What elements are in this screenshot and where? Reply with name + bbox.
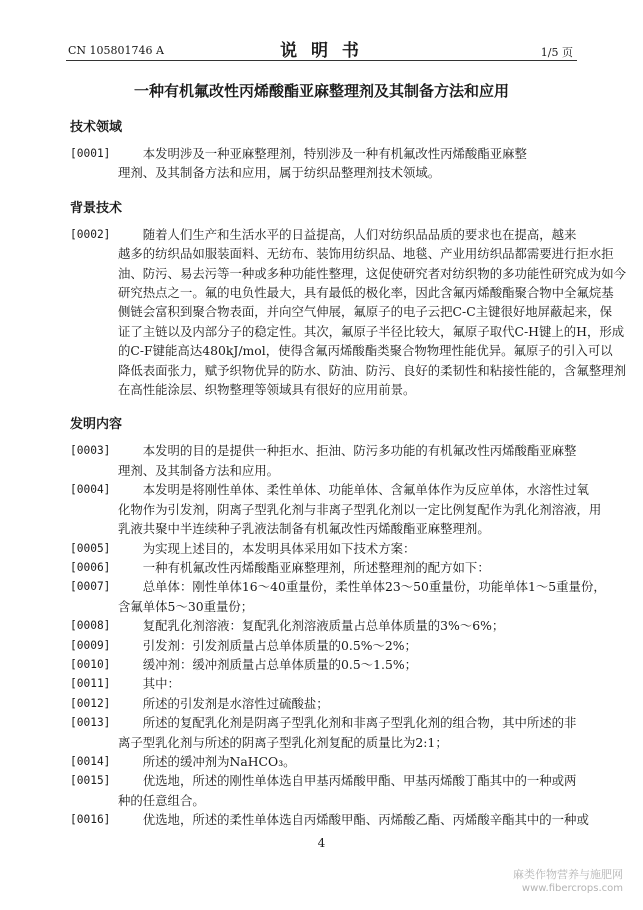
text-line: 离子型乳化剂与所述的阴离子型乳化剂复配的质量比为2:1；: [118, 734, 448, 750]
paragraph-text: [118, 539, 580, 558]
paragraph-text: [118, 558, 580, 577]
paragraph-text: [118, 694, 580, 713]
text-line: 总单体：刚性单体16～40重量份，柔性单体23～50重量份，功能单体1～5重量份，: [118, 579, 606, 595]
text-line: 研究热点之一。氟的电负性最大，具有最低的极化率，因此含氟丙烯酸酯聚合物中全氟烷基: [118, 285, 614, 301]
watermark-text: 麻类作物营养与施肥网: [513, 868, 623, 881]
text-line: 优选地，所述的柔性单体选自丙烯酸甲酯、丙烯酸乙酯、丙烯酸辛酯其中的一种或: [118, 812, 589, 828]
text-line: 复配乳化剂溶液：复配乳化剂溶液质量占总单体质量的3%～6%；: [118, 618, 505, 634]
paragraph-number: [0016]: [70, 813, 111, 827]
text-line: 随着人们生产和生活水平的日益提高，人们对纺织品品质的要求也在提高，越来: [118, 226, 577, 242]
paragraph-number: [0005]: [70, 541, 111, 555]
paragraph-text: [118, 810, 589, 829]
paragraph-text: [118, 144, 580, 183]
paragraph: [70, 144, 580, 183]
paragraph-number: [0006]: [70, 560, 111, 574]
document-title: 一种有机氟改性丙烯酸酯亚麻整理剂及其制备方法和应用: [133, 82, 509, 100]
text-line: 理剂、及其制备方法和应用，属于纺织品整理剂技术领域。: [118, 165, 441, 181]
paragraph-text: [118, 577, 606, 616]
text-line: 在高性能涂层、织物整理等领域具有很好的应用前景。: [118, 382, 416, 398]
paragraph: [70, 713, 580, 752]
text-line: 含氟单体5～30重量份；: [118, 598, 254, 614]
paragraph-number: [0011]: [70, 677, 111, 691]
paragraph: [70, 577, 606, 616]
paragraph-number: [0012]: [70, 696, 111, 710]
text-line: 本发明的目的是提供一种拒水、拒油、防污多功能的有机氟改性丙烯酸酯亚麻整: [118, 443, 577, 459]
paragraph-text: [118, 674, 580, 693]
paragraph: [70, 674, 580, 693]
paragraph-number: [0002]: [70, 227, 111, 241]
watermark-url: www.fibercrops.com: [521, 883, 623, 894]
paragraph: [70, 752, 580, 771]
document-body: [70, 118, 627, 830]
paragraph-number: [0007]: [70, 580, 111, 594]
paragraph: [70, 225, 627, 400]
paragraph-number: [0015]: [70, 774, 111, 788]
text-line: 为实现上述目的，本发明具体采用如下技术方案：: [118, 540, 416, 556]
paragraph: [70, 558, 580, 577]
paragraph-text: [118, 655, 580, 674]
text-line: 引发剂：引发剂质量占总单体质量的0.5%～2%；: [118, 637, 417, 653]
patent-number: CN 105801746 A: [68, 44, 164, 57]
text-line: 缓冲剂：缓冲剂质量占总单体质量的0.5～1.5%；: [118, 656, 417, 672]
paragraph-text: [118, 713, 580, 752]
text-line: 理剂、及其制备方法和应用。: [118, 462, 280, 478]
text-line: 本发明是将刚性单体、柔性单体、功能单体、含氟单体作为反应单体，水溶性过氧: [118, 482, 589, 498]
paragraph-number: [0014]: [70, 754, 111, 768]
paragraph-text: [118, 752, 580, 771]
paragraph: [70, 694, 580, 713]
paragraph: [70, 480, 602, 538]
paragraph-number: [0003]: [70, 444, 111, 458]
text-line: 一种有机氟改性丙烯酸酯亚麻整理剂，所述整理剂的配方如下：: [118, 559, 490, 575]
paragraph-text: [118, 480, 601, 538]
paragraph-number: [0001]: [70, 147, 111, 160]
text-line: 化物作为引发剂，阴离子型乳化剂与非离子型乳化剂以一定比例复配作为乳化剂溶液，用: [118, 501, 602, 517]
page-number: 4: [317, 836, 326, 850]
paragraph: [70, 771, 580, 810]
paragraph-text: [118, 225, 626, 400]
text-line: 侧链会富积到聚合物表面，并向空气伸展，氟原子的电子云把C-C主键很好地屏蔽起来，保: [118, 304, 612, 320]
document-type: 说 明 书: [280, 41, 363, 61]
section-gap: [70, 183, 580, 199]
paragraph: [70, 441, 580, 480]
paragraph-number: [0008]: [70, 619, 111, 633]
paragraph-number: [0013]: [70, 716, 111, 730]
paragraph-text: [118, 616, 580, 635]
text-line: 所述的复配乳化剂是阴离子型乳化剂和非离子型乳化剂的组合物，其中所述的非: [118, 715, 577, 731]
text-line: 其中：: [118, 676, 180, 692]
text-line: 优选地，所述的刚性单体选自甲基丙烯酸甲酯、甲基丙烯酸丁酯其中的一种或两: [118, 773, 577, 789]
section-heading: 发明内容: [70, 417, 123, 433]
paragraph: [70, 655, 580, 674]
text-line: 乳液共聚中半连续种子乳液法制备有机氟改性丙烯酸酯亚麻整理剂。: [118, 521, 490, 537]
text-line: 本发明涉及一种亚麻整理剂，特别涉及一种有机氟改性丙烯酸酯亚麻整: [118, 146, 527, 161]
paragraph: [70, 616, 580, 635]
section-gap: [70, 399, 580, 415]
paragraph: [70, 810, 589, 829]
text-line: 的C-F键能高达480kJ/mol，使得含氟丙烯酸酯类聚合物物理性能优异。氟原子的引入可以: [118, 343, 613, 359]
page-header: [0, 0, 643, 62]
text-line: 越多的纺织品如服装面料、无纺布、装饰用纺织品、地毯、产业用纺织品都需要进行拒水拒: [118, 246, 614, 262]
paragraph-text: [118, 771, 580, 810]
section-heading: 技术领域: [70, 120, 123, 135]
text-line: 所述的缓冲剂为NaHCO₃。: [118, 753, 296, 769]
watermark: [513, 868, 623, 896]
page-indicator: 1/5 页: [540, 46, 573, 59]
paragraph: [70, 539, 580, 558]
paragraph-number: [0010]: [70, 657, 111, 671]
paragraph-number: [0009]: [70, 638, 111, 652]
text-line: 所述的引发剂是水溶性过硫酸盐；: [118, 695, 329, 711]
text-line: 证了主链以及内部分子的稳定性。其次，氟原子半径比较大，氟原子取代C-H键上的H，形成: [118, 323, 625, 339]
text-line: 降低表面张力，赋予织物优异的防水、防油、防污、良好的柔韧性和粘接性能的，含氟整理剂: [118, 362, 627, 378]
paragraph: [70, 636, 580, 655]
paragraph-text: [118, 441, 580, 480]
text-line: 种的任意组合。: [118, 792, 205, 808]
paragraph-number: [0004]: [70, 483, 111, 497]
paragraph-text: [118, 636, 580, 655]
header-divider: [66, 60, 577, 61]
section-heading: 背景技术: [70, 200, 123, 216]
text-line: 油、防污、易去污等一种或多种功能性整理，这促使研究者对纺织物的多功能性研究成为如今: [118, 265, 627, 281]
